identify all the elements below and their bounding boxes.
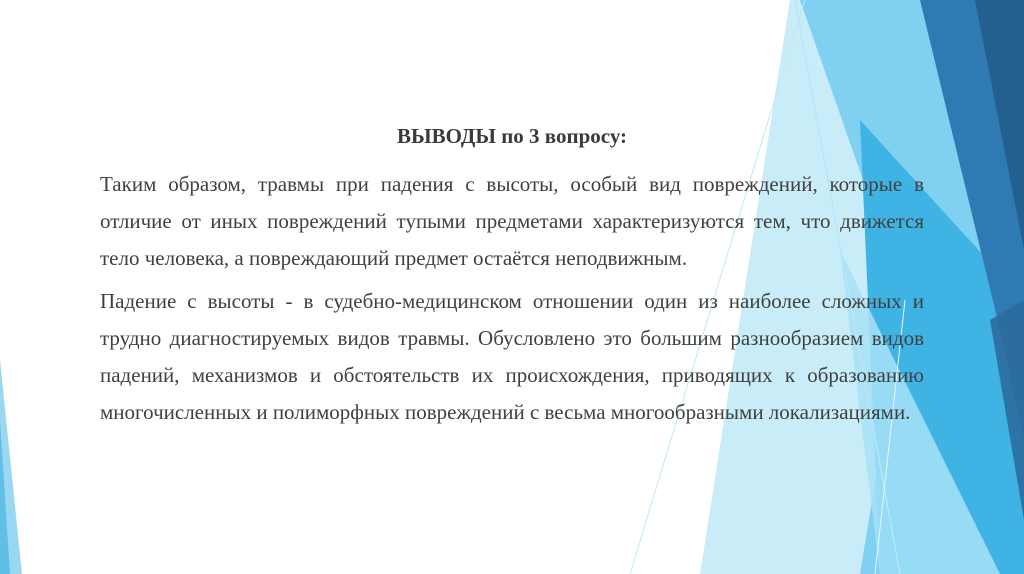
slide-content xyxy=(100,122,924,431)
paragraph-2: Падение с высоты - в судебно-медицинском отношении один из наиболее сложных и трудно диагностируемых видов травмы. Обусловлено это большим разнообразием видов падений, механизмов и обстоятельств их происхождения, приводящих к образованию многочисленных и полиморфных повреждений с весьма многообразными локализациями. xyxy=(100,289,924,424)
slide-heading: ВЫВОДЫ по 3 вопросу: xyxy=(396,124,628,148)
paragraph-1: Таким образом, травмы при падения с высоты, особый вид повреждений, которые в отличие от иных повреждений тупыми предметами характеризуются тем, что движется тело человека, а повреждающий предмет остаётся неподвижным. xyxy=(100,172,924,270)
